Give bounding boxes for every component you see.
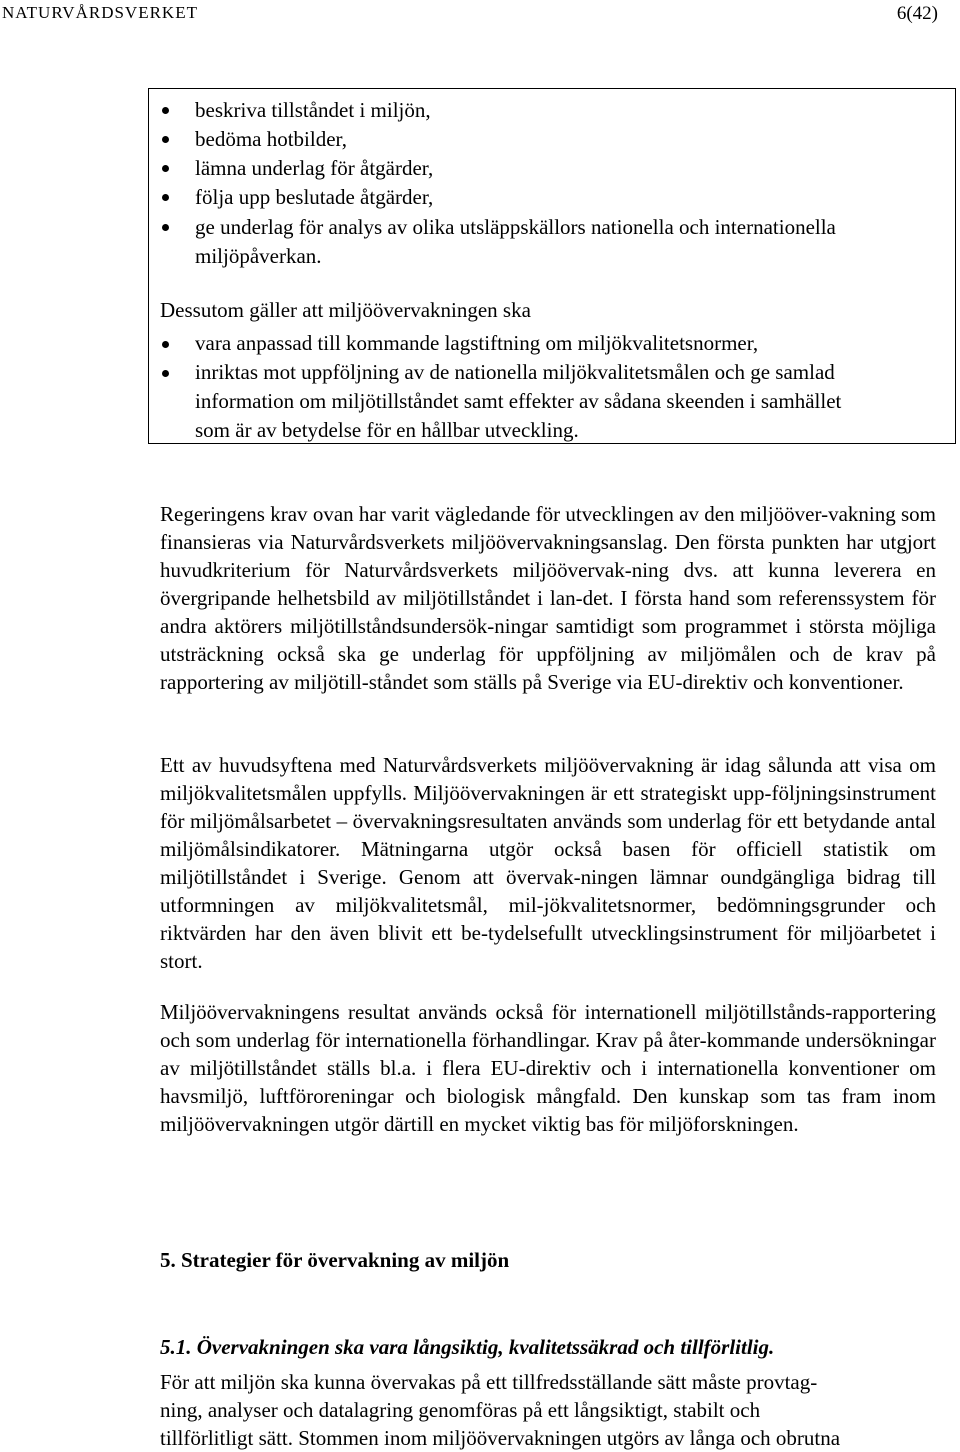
bullet-item-continuation: som är av betydelse för en hållbar utveckling. [195,418,579,442]
bullet-marker [162,165,169,172]
bullet-item: beskriva tillståndet i miljön, [195,98,431,122]
box-intro-text: Dessutom gäller att miljöövervakningen ska [160,298,531,322]
bullet-marker [162,341,169,348]
bullet-item: följa upp beslutade åtgärder, [195,185,434,209]
bullet-item: lämna underlag för åtgärder, [195,156,434,180]
bullet-item: bedöma hotbilder, [195,127,347,151]
bullet-item: vara anpassad till kommande lagstiftning om miljökvalitetsnormer, [195,331,759,355]
paragraph-3: Miljöövervakningens resultat används också för internationell miljötillstånds-rapportering och som underlag för internationella förhandlingar. Krav på åter-kommande undersökningar av miljötillståndet ställs bl.a. i flera EU-direktiv och i internationella konventioner om havsmiljö, luftföroreningar och biologisk mångfald. Den kunskap som tas fram inom miljöövervakningen utgör därtill en mycket viktig bas för miljöforskningen. [160,1000,936,1136]
bullet-item: inriktas mot uppföljning av de nationella miljökvalitetsmålen och ge samlad [195,360,835,384]
section-text-line: För att miljön ska kunna övervakas på ett tillfredsställande sätt måste provtag- [160,1370,818,1394]
section-heading: 5. Strategier för övervakning av miljön [160,1248,510,1272]
bullet-marker [162,136,169,143]
bullet-item-continuation: information om miljötillståndet samt effekter av sådana skeenden i samhället [195,389,842,413]
paragraph-2: Ett av huvudsyftena med Naturvårdsverkets miljöövervakning är idag sålunda att visa om miljökvalitetsmålen uppfylls. Miljöövervakningen är ett strategiskt upp-följningsinstrument för miljömålsarbetet – övervakningsresultaten används som underlag för ett betydande antal miljömålsindikatorer. Mätningarna utgör också basen för officiell statistik om miljötillståndet i Sverige. Genom att övervak-ningen lämnar oundgängliga bidrag till utformningen av miljökvalitetsmål, mil-jökvalitetsnormer, bedömningsgrunder och riktvärden har den även blivit ett be-tydelsefullt utvecklingsinstrument för miljöarbetet i stort. [160,753,936,973]
organization-name: NATURVÅRDSVERKET [2,3,198,22]
bullet-marker [162,194,169,201]
bullet-marker [162,107,169,114]
page-number: 6(42) [896,3,938,24]
bullet-item-continuation: miljöpåverkan. [195,244,322,268]
page-header [0,0,960,30]
bullet-marker [162,370,169,377]
bullet-marker [162,224,169,231]
paragraph-1: Regeringens krav ovan har varit vägledande för utvecklingen av den miljööver-vakning som finansieras via Naturvårdsverkets miljöövervakningsanslag. Den första punkten har utgjort huvudkriterium för Naturvårdsverkets miljöövervak-ning dvs. att kunna leverera en övergripande helhetsbild av miljötillståndet i lan-det. I första hand som referenssystem för andra aktörers miljötillståndsundersök-ningar samtidigt som programmet i största möjliga utsträckning också ska ge underlag för uppföljning av miljömålen och de krav på rapportering av miljötill-ståndet som ställs på Sverige via EU-direktiv och konventioner. [160,502,936,694]
section-text-line: tillförlitligt sätt. Stommen inom miljöövervakningen utgörs av långa och obrutna [160,1426,841,1450]
section-text-line: ning, analyser och datalagring genomföras på ett långsiktigt, stabilt och [160,1398,761,1422]
subsection-heading: 5.1. Övervakningen ska vara långsiktig, kvalitetssäkrad och tillförlitlig. [160,1335,775,1359]
bullet-item: ge underlag för analys av olika utsläppskällors nationella och internationella [195,215,836,239]
